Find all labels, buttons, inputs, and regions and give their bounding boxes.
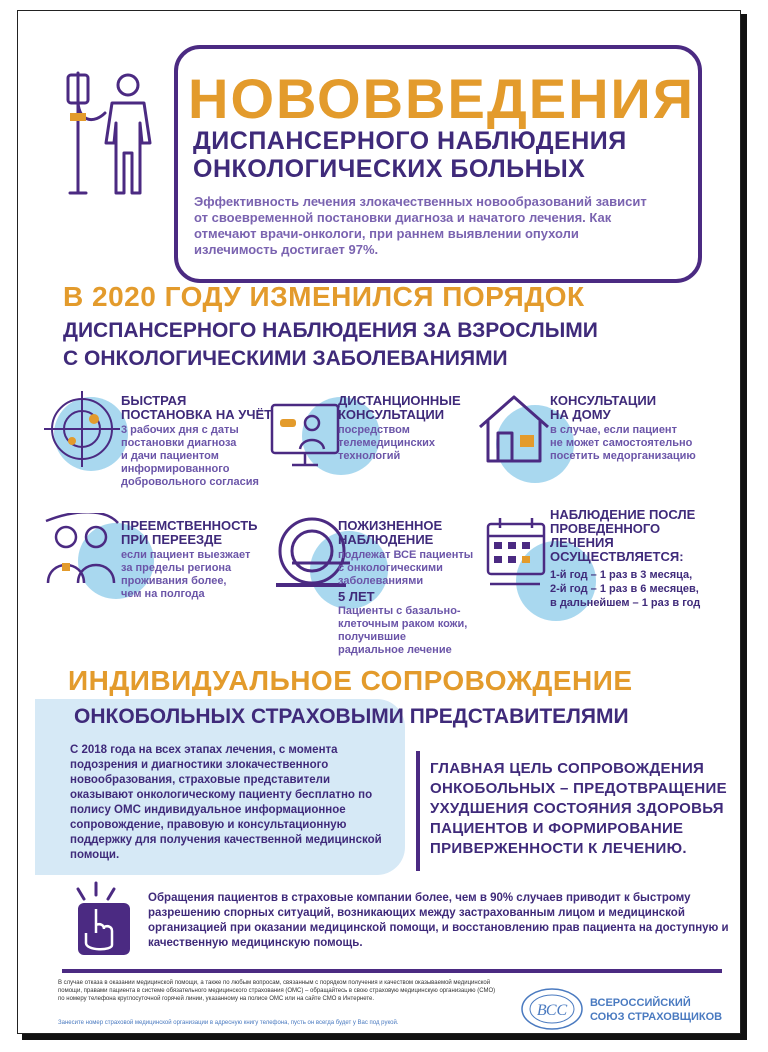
calendar-syringe-icon	[480, 516, 560, 596]
goal-divider	[416, 751, 420, 871]
frame-shadow-right	[741, 14, 747, 1036]
feature-title: КОНСУЛЬТАЦИИ НА ДОМУ	[550, 393, 657, 422]
frame-shadow-bottom	[22, 1034, 747, 1040]
feature-body: 3 рабочих дня с даты постановки диагноза и дачи пациентом информированного добровольного согласия	[121, 424, 259, 488]
feature-body: если пациент выезжает за пределы региона проживания более, чем на полгода	[121, 549, 251, 600]
vss-logo-text: ВСС	[536, 1002, 568, 1019]
goal-statement: ГЛАВНАЯ ЦЕЛЬ СОПРОВОЖДЕНИЯ ОНКОБОЛЬНЫХ – ПРЕДОТВРАЩЕНИЕ УХУДШЕНИЯ СОСТОЯНИЯ ЗДОРОВЬЯ ПАЦИЕНТОВ И ФОРМИРОВАНИЕ ПРИВЕРЖЕННОСТИ К ЛЕЧЕНИЮ.	[430, 760, 727, 857]
page-subtitle-line1: ДИСПАНСЕРНОГО НАБЛЮДЕНИЯ	[193, 127, 627, 155]
footer-disclaimer: В случае отказа в оказании медицинской помощи, а также по любым вопросам, связанным с порядком получения и качеством оказываемой медицинской помощи, правами пациента в системе обязательного медицинского страхования (ОМС) – обращайтесь в свою страховую медицинскую организацию (СМО) по номеру телефона круглосуточной горячей линии, указанному на полисе ОМС или на сайте СМО в Интернете.	[58, 980, 496, 1002]
title-description: Эффективность лечения злокачественных новообразований зависит от своевременной постановки диагноза и начатого лечения. Как отмечают врачи-онкологи, при раннем выявлении опухоли излечимость достигает 97%.	[194, 194, 647, 257]
feature-title: ПОЖИЗНЕННОЕ НАБЛЮДЕНИЕ	[338, 518, 443, 547]
section1-subheading-line2: С ОНКОЛОГИЧЕСКИМИ ЗАБОЛЕВАНИЯМИ	[63, 347, 508, 370]
feature-title: БЫСТРАЯ ПОСТАНОВКА НА УЧЁТ	[121, 393, 273, 422]
doctors-icon	[36, 513, 126, 593]
feature-body: в случае, если пациент не может самостоятельно посетить медорганизацию	[550, 424, 696, 462]
feature-body: 1-й год – 1 раз в 3 месяца, 2-й год – 1 раз в 6 месяцев, в дальнейшем – 1 раз в год	[550, 569, 701, 609]
footer-divider	[62, 969, 722, 973]
poster	[17, 10, 741, 1034]
page-subtitle-line2: ОНКОЛОГИЧЕСКИХ БОЛЬНЫХ	[193, 155, 586, 183]
feature-title: НАБЛЮДЕНИЕ ПОСЛЕ ПРОВЕДЕННОГО ЛЕЧЕНИЯ ОСУЩЕСТВЛЯЕТСЯ:	[550, 507, 696, 564]
feature-body: подлежат ВСЕ пациенты с онкологическими заболеваниями	[338, 549, 474, 587]
vss-logo	[518, 985, 586, 1033]
section2-heading: ИНДИВИДУАЛЬНОЕ СОПРОВОЖДЕНИЕ	[68, 665, 633, 696]
iv-patient-icon	[40, 53, 170, 203]
feature-title: ДИСТАНЦИОННЫЕ КОНСУЛЬТАЦИИ	[338, 393, 461, 422]
page-title: НОВОВВЕДЕНИЯ	[188, 67, 696, 130]
feature-extra-body: Пациенты с базально- клеточным раком кожи, получившие радиальное лечение	[338, 605, 468, 656]
feature-extra-title: 5 ЛЕТ	[338, 589, 375, 604]
section1-subheading-line1: ДИСПАНСЕРНОГО НАБЛЮДЕНИЯ ЗА ВЗРОСЛЫМИ	[63, 319, 598, 342]
footer-tip: Занесите номер страховой медицинской организации в адресную книгу телефона, пусть он всегда будет у Вас под рукой.	[58, 1020, 399, 1026]
feature-body: посредством телемедицинских технологий	[338, 424, 435, 462]
finger-up-icon	[56, 879, 146, 959]
feature-title: ПРЕЕМСТВЕННОСТЬ ПРИ ПЕРЕЕЗДЕ	[121, 518, 258, 547]
appeal-text: Обращения пациентов в страховые компании более, чем в 90% случаев приводит к быстрому разрешению спорных ситуаций, возникающих между застрахованным лицом и медицинской организацией при оказании медицинской помощи, и восстановлению прав пациента на доступную и качественную медицинскую помощь.	[148, 892, 729, 949]
section1-heading: В 2020 ГОДУ ИЗМЕНИЛСЯ ПОРЯДОК	[63, 281, 585, 312]
org-name: ВСЕРОССИЙСКИЙ СОЮЗ СТРАХОВЩИКОВ	[590, 997, 723, 1023]
house-icon	[474, 389, 554, 469]
telemedicine-monitor-icon	[266, 397, 346, 477]
section2-subheading: ОНКОБОЛЬНЫХ СТРАХОВЫМИ ПРЕДСТАВИТЕЛЯМИ	[74, 705, 629, 728]
target-virus-icon	[42, 389, 122, 469]
section2-paragraph: С 2018 года на всех этапах лечения, с момента подозрения и диагностики злокачественного новообразования, страховые представители оказывают онкологическому пациенту бесплатно по полису ОМС индивидуальное информационное сопровождение, правовую и консультационную поддержку для получения качественной медицинской помощи.	[70, 744, 382, 861]
